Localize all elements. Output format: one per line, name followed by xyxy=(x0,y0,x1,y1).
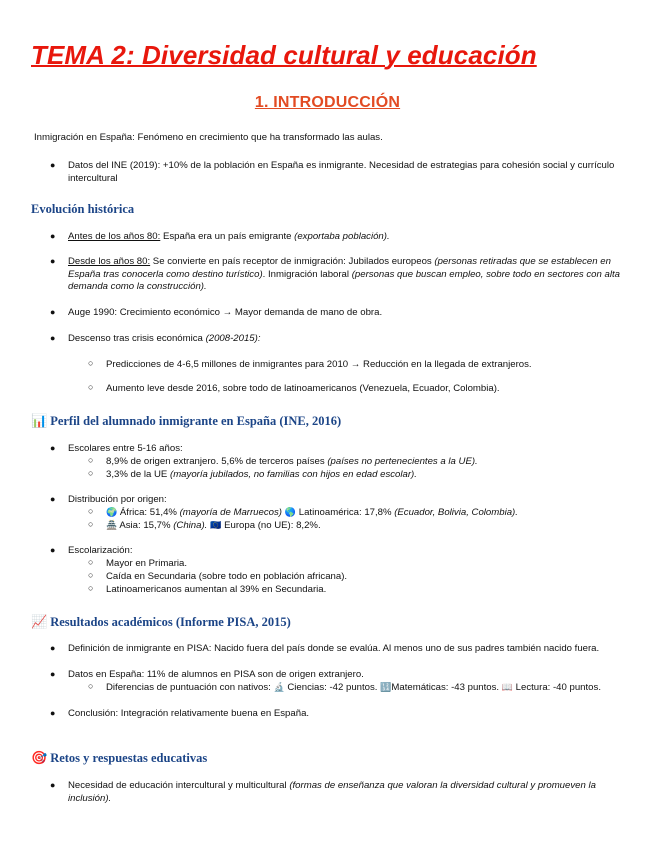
necesidad-italic: (formas de enseñanza que valoran la diversidad cultural y promueven la inclusión). xyxy=(68,780,596,804)
distribucion-text: Distribución por origen: xyxy=(68,494,167,505)
sub-item-africa-latam xyxy=(88,507,628,520)
escolarizacion-text: Escolarización: xyxy=(68,545,133,556)
desde-text-2: . Inmigración laboral xyxy=(262,268,352,280)
primaria-text: Mayor en Primaria. xyxy=(106,558,188,569)
circle-bullet-icon: ○ xyxy=(88,358,94,368)
desde-italic-1: (personas retiradas que se establecen en España tras conocerla como destino turístico) xyxy=(68,256,611,280)
africa-text: África: 51,4% xyxy=(117,507,180,518)
chart-increasing-icon: 📈 xyxy=(31,615,48,630)
heading-retos xyxy=(31,750,207,767)
circle-bullet-icon: ○ xyxy=(88,468,94,478)
bullet-icon: ● xyxy=(50,708,56,718)
bullet-icon: ● xyxy=(50,231,56,241)
sub-item-asia-europa xyxy=(88,520,628,533)
circle-bullet-icon: ○ xyxy=(88,506,94,516)
sub-item-predicciones xyxy=(88,359,628,372)
asia-text: Asia: 15,7% xyxy=(117,520,174,531)
circle-bullet-icon: ○ xyxy=(88,570,94,580)
circle-bullet-icon: ○ xyxy=(88,519,94,529)
globe-africa-icon: 🌍 xyxy=(106,508,118,518)
ciencias-text: Ciencias: -42 puntos. xyxy=(284,682,381,693)
definicion-text: Definición de inmigrante en PISA: Nacido fuera del país donde se evalúa. Al menos uno de sus padres también nacido fuera. xyxy=(68,643,600,654)
document-title: TEMA 2: Diversidad cultural y educación xyxy=(31,40,537,70)
sub-item-primaria xyxy=(88,558,628,571)
sub-item-origen-extranjero xyxy=(88,456,628,469)
list-item-desde xyxy=(50,256,620,294)
list-item-datos xyxy=(50,669,620,682)
circle-bullet-icon: ○ xyxy=(88,557,94,567)
antes-label: Antes de los años 80: xyxy=(68,231,161,242)
resultados-heading-text: Resultados académicos (Informe PISA, 2015) xyxy=(50,615,291,629)
antes-text: España era un país emigrante xyxy=(160,231,295,242)
intro-paragraph: Inmigración en España: Fenómeno en crecimiento que ha transformado las aulas. xyxy=(34,132,383,143)
eu-flag-icon: 🇪🇺 xyxy=(207,521,222,531)
sub-item-aumento xyxy=(88,383,628,396)
bullet-icon: ● xyxy=(50,160,56,170)
list-item-necesidad xyxy=(50,780,620,805)
list-item-ine xyxy=(50,160,620,185)
matematicas-text: Matemáticas: -43 puntos. xyxy=(391,682,502,693)
descenso-text: Descenso tras crisis económica xyxy=(68,333,206,344)
list-item-definicion xyxy=(50,643,620,656)
section-heading-introduccion: 1. INTRODUCCIÓN xyxy=(254,94,401,111)
circle-bullet-icon: ○ xyxy=(88,583,94,593)
list-item-escolarizacion xyxy=(50,545,620,558)
list-item-distribucion xyxy=(50,494,620,507)
bullet-icon: ● xyxy=(50,256,56,266)
bullet-icon: ● xyxy=(50,494,56,504)
castle-icon: 🏯 xyxy=(106,521,118,531)
europa-text: Europa (no UE): 8,2%. xyxy=(221,520,321,531)
esc-sub1-italic: (países no pertenecientes a la UE). xyxy=(327,456,478,467)
latinoamericanos-text: Latinoamericanos aumentan al 39% en Secundaria. xyxy=(106,584,327,595)
bullet-icon: ● xyxy=(50,307,56,317)
sub-item-ue xyxy=(88,469,628,482)
list-item-escolares xyxy=(50,443,620,456)
heading-resultados xyxy=(31,614,291,631)
latam-italic: (Ecuador, Bolivia, Colombia). xyxy=(394,507,518,518)
retos-heading-text: Retos y respuestas educativas xyxy=(50,751,208,765)
necesidad-text: Necesidad de educación intercultural y multicultural xyxy=(68,780,290,791)
bullet-icon: ● xyxy=(50,545,56,555)
list-item-auge xyxy=(50,307,620,320)
sub-item-latinoamericanos xyxy=(88,584,628,597)
secundaria-text: Caída en Secundaria (sobre todo en población africana). xyxy=(106,571,348,582)
latam-text: Latinoamérica: 17,8% xyxy=(296,507,395,518)
target-icon: 🎯 xyxy=(31,751,48,766)
esc-sub2-italic: (mayoría jubilados, no familias con hijos en edad escolar). xyxy=(170,469,417,480)
list-item-descenso xyxy=(50,333,620,346)
bullet-icon: ● xyxy=(50,643,56,653)
list-item-antes xyxy=(50,231,620,244)
globe-americas-icon: 🌎 xyxy=(281,508,297,518)
desde-label: Desde los años 80: xyxy=(68,256,151,267)
bar-chart-icon: 📊 xyxy=(31,414,48,429)
heading-evolucion: Evolución histórica xyxy=(31,202,135,216)
descenso-italic: (2008-2015): xyxy=(205,333,261,344)
escolares-text: Escolares entre 5-16 años: xyxy=(68,443,183,454)
desde-text-1: Se convierte en país receptor de inmigración: Jubilados europeos xyxy=(150,256,435,267)
circle-bullet-icon: ○ xyxy=(88,382,94,392)
perfil-heading-text: Perfil del alumnado inmigrante en España (INE, 2016) xyxy=(50,414,342,428)
bullet-icon: ● xyxy=(50,780,56,790)
circle-bullet-icon: ○ xyxy=(88,681,94,691)
esc-sub2-text: 3,3% de la UE xyxy=(106,469,170,480)
sub-item-secundaria xyxy=(88,571,628,584)
microscope-icon: 🔬 xyxy=(273,683,285,693)
conclusion-text: Conclusión: Integración relativamente buena en España. xyxy=(68,708,310,719)
list-item-conclusion xyxy=(50,708,620,721)
africa-italic: (mayoría de Marruecos) xyxy=(179,507,282,518)
circle-bullet-icon: ○ xyxy=(88,455,94,465)
desde-italic-2: (personas que buscan empleo, sobre todo en sectores con alta demanda como la construcción). xyxy=(68,268,620,293)
diferencias-text: Diferencias de puntuación con nativos: xyxy=(106,682,274,693)
lectura-text: Lectura: -40 puntos. xyxy=(512,682,601,693)
esc-sub1-text: 8,9% de origen extranjero. 5,6% de terceros países xyxy=(106,456,328,467)
ine-text: Datos del INE (2019): +10% de la población en España es inmigrante. Necesidad de estrategias para cohesión social y currículo intercultural xyxy=(68,160,615,184)
bullet-icon: ● xyxy=(50,443,56,453)
open-book-icon: 📖 xyxy=(501,683,513,693)
bullet-icon: ● xyxy=(50,669,56,679)
antes-italic: (exportaba población). xyxy=(294,231,390,242)
auge-text: Auge 1990: Crecimiento económico → Mayor demanda de mano de obra. xyxy=(68,307,383,318)
predicciones-text: Predicciones de 4-6,5 millones de inmigrantes para 2010 → Reducción en la llegada de extranjeros. xyxy=(106,359,532,370)
heading-perfil xyxy=(31,413,341,430)
sub-item-diferencias xyxy=(88,682,628,695)
numbers-icon: 🔢 xyxy=(380,683,392,693)
aumento-text: Aumento leve desde 2016, sobre todo de latinoamericanos (Venezuela, Ecuador, Colombia). xyxy=(106,383,500,394)
asia-italic: (China). xyxy=(173,520,208,531)
datos-text: Datos en España: 11% de alumnos en PISA son de origen extranjero. xyxy=(68,669,364,680)
bullet-icon: ● xyxy=(50,333,56,343)
